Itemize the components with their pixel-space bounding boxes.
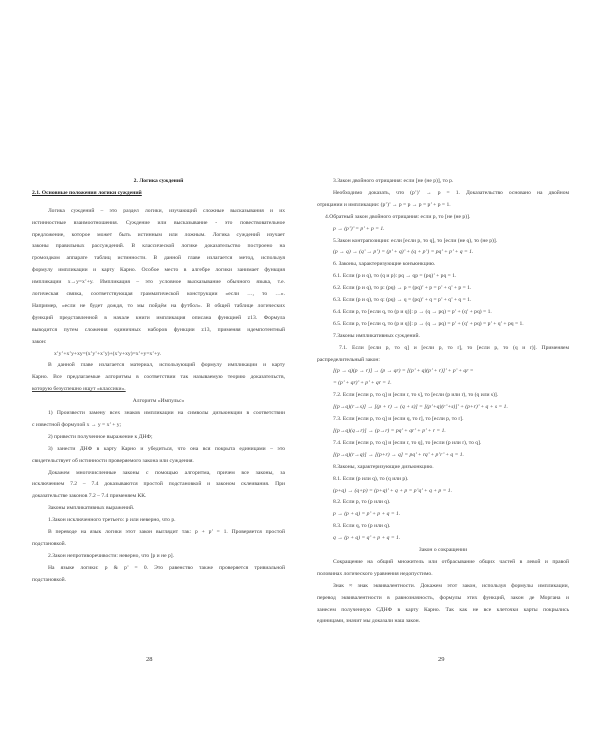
right-text-line: = (p’ + qr)’ + p’ + qr = 1. (333, 380, 392, 387)
right-text-line: Знак ≈ знак эквивалентности. Докажем этот закон, используя формулы импликации, (333, 582, 569, 589)
left-text-line: подстановкой. (32, 576, 67, 583)
right-text-line: 4.Обратный закон двойного отрицания: если p, то [не (не p)]. (325, 213, 471, 220)
left-text-line: Докажем многочисленные законы с помощью алгоритма, причем все законы, за (48, 469, 285, 476)
right-text-line: перевод эквивалентности в равнозначность, формулы этих функций, закон де Моргана и (317, 594, 569, 601)
page-number-right: 29 (438, 656, 445, 663)
right-text-line: 7.3. Если [если p, то q] и [если q, то r], то [если p, то r]. (333, 416, 464, 423)
right-text-line: 5.Закон контрапозиции: если [если p, то q], то [если (не q), то (не p)]. (333, 237, 498, 244)
left-text-line: логическая связка, соответствующая грамматической конструкции «если …, то …». (32, 291, 285, 298)
left-text-line: Логика суждений – это раздел логики, изучающий сложные высказывания и их (48, 207, 285, 214)
left-text-line: 2.Закон непротиворечивости: неверно, что [p и не p]. (48, 552, 175, 559)
right-text-line: [(p→q)(q→r)] → (p→r) = pq’ + qr’ + p’ + r = 1. (333, 428, 446, 434)
right-text-line: [(p→q)(r→s)] → [(p + r) → (q + s)] = [(p’+q)(r’+s)]’ + (p+r)’ + q + s = 1. (333, 404, 508, 411)
left-text-line: свидетельствует об истинности проверяемого закона или суждения. (32, 457, 194, 464)
right-text-line: 6.5. Если p, то [если q, то (p и q)]: p → (q → pq) = p’ + (q’ + pq) = p’ + q’ + pq = 1. (333, 320, 524, 327)
left-text-line: исключением 7.2 – 7.4 доказываются простой подстановкой и законом склеивания. При (32, 481, 285, 488)
right-text-line: 6.3. Если (p и q), то q: (pq) → q = (pq)’ + q = p’ + q’ + q = 1. (333, 297, 472, 304)
right-text-line: распределительный закон: (317, 356, 380, 363)
right-text-line: p → (p + q) = p’ + p + q = 1. (333, 511, 401, 518)
left-text-line: громоздком аппарате таблиц истинности. В данной главе излагается метод, используя (32, 255, 285, 262)
right-text-line: 6.1. Если (p и q), то (q и p): pq → qp = (pq)’ + pq = 1. (333, 273, 457, 280)
right-text-line: Закон о сокращении (418, 547, 468, 554)
left-text-line: Алгоритм «Импульс» (132, 398, 185, 405)
left-text-line: выводится путем сложения единичных наборов функции z13, применяя идемпотентный (32, 326, 285, 333)
left-text-line: 2. Логика суждений (133, 178, 184, 184)
left-page-text (32, 176, 285, 587)
right-text-line: [(p → q)(p → r)] → (p → qr) = [(p’ + q)(p’ + r)]’ + p’ + qr = (333, 368, 474, 375)
right-text-line: занесем полученную СДНФ в карту Карно. Так как не все клеточки карты покрылись (317, 606, 569, 613)
right-text-line: Необходимо доказать, что (p’)’ → p = 1. Доказательство основано на двойном (333, 189, 569, 196)
right-text-line: 8.2. Если p, то (p или q). (333, 499, 391, 506)
right-text-line: 8.1. Если (p или q), то (q или p). (333, 475, 409, 482)
left-text-line: 2) привести полученное выражение к ДНФ; (48, 433, 153, 440)
left-text-line: истинностные взаимоотношения. Суждение или высказывание - это повествовательное (32, 219, 285, 226)
left-text-line: В переводе на язык логики этот закон выглядит так: p + p’ = 1. Проверяется простой (48, 529, 285, 536)
left-text-line: В данной главе излагается материал, использующий формулу импликации и карту (48, 362, 285, 369)
left-text-line: 1) Произвести замену всех знаков импликации на символы дизъюнкции в соответствии (48, 410, 285, 417)
left-text-line: которую безуспешно ищут «классики». (32, 386, 126, 393)
right-text-line: [(p→q)(r→q)] → [(p+r) → q] = pq’ + rq’ + p’r’ + q = 1. (333, 451, 464, 458)
left-text-line: Например, «если не будет дождя, то мы пойдём на футбол». В общей таблице логических (32, 302, 285, 309)
right-text-line: половинах логического уравнения недопустимо. (317, 570, 433, 577)
right-text-line: (p+q) → (q+p) = (p+q)’ + q + p = p’q’ + q + p = 1. (333, 487, 452, 494)
right-text-line: отрицании и импликации: (p’)’ → p = p → p = p’ + p = 1. (317, 201, 451, 208)
right-text-line: 8.Законы, характеризующие дизъюнкцию. (333, 463, 434, 470)
right-text-line: 8.3. Если q, то (p или q). (333, 523, 391, 530)
left-text-line: импликации x→y=x’+y. Импликация – это условное высказывание обычного языка, т.е. (32, 279, 285, 286)
left-text-line: На языке логики: p & p’ = 0. Это равенство также проверяется тривиальной (48, 564, 285, 571)
right-text-line: 6. Законы, характеризующие конъюнкцию. (333, 261, 436, 268)
left-text-line: доказательстве законов 7.2 – 7.4 применяем КК. (32, 493, 147, 500)
right-text-line: единицами, значит мы доказали наш закон. (317, 618, 421, 625)
left-text-line: 2.1. Основные положения логики суждений (32, 189, 142, 196)
right-text-line: p → (p’)’ = p’ + p = 1. (333, 225, 385, 232)
left-text-line: 1.Закон исключенного третьего: p или неверно, что p. (48, 517, 176, 524)
right-text-line: 7.4. Если [если p, то q] и [если r, то q], то [если (p или r), то q]. (333, 439, 482, 446)
right-text-line: 7.1. Если [если p, то q] и [если p, то r], то [если p, то (q и r)]. Применяем (339, 344, 569, 351)
left-text-line: Карно. Все предлагаемые алгоритмы в соответствии так называемую теорию доказательств, (32, 374, 285, 381)
right-text-line: 6.2. Если (p и q), то p: (pq) → p = (pq)’ + p = p’ + q’ + p = 1. (333, 285, 472, 292)
left-text-line: формулу импликации и карту Карно. Особое место в алгебре логики занимает функция (32, 267, 285, 274)
left-text-line: законы правильных рассуждений. В классической логике доказательство построено на (32, 243, 285, 250)
right-text-line: 7.Законы импликативных суждений. (333, 332, 420, 339)
right-text-line: q → (p + q) = q’ + p + q = 1. (333, 535, 401, 542)
right-text-line: 3.Закон двойного отрицания: если [не (не p)], то p. (333, 178, 454, 184)
left-text-line: функций представленной в начале книги импликация описана функцией z13. Формула (32, 314, 285, 321)
right-page (300, 0, 600, 750)
page-number-left: 28 (146, 656, 153, 663)
left-text-line: с известной формулой x → y = x’ + y; (32, 421, 122, 428)
left-text-line: подстановкой. (32, 540, 67, 547)
left-text-line: Законы импликативных выражений. (48, 505, 135, 512)
left-text-line: предложение, которое может быть истинным или ложным. Логика суждений изучает (32, 231, 285, 238)
right-text-line: (p → q) → (q’ → p’) = (p’ + q)’ + (q + p’) = pq’ + p’ + q = 1. (333, 249, 474, 256)
left-text-line: закон: (32, 338, 47, 345)
right-page-text (317, 176, 569, 628)
right-text-line: Сокращение на общий множитель или отбрасывание общих частей в левой и правой (333, 558, 569, 565)
left-text-line: x’y’+x’y+xy=(x’y’+x’y)+(x’y+xy)=x’+y=x’+y. (54, 350, 162, 357)
right-text-line: 6.4. Если p, то [если q, то (p и q)]: p → (q → pq) = p’ + (q’ + pq) = 1. (333, 308, 492, 315)
right-text-line: 7.2. Если [если p, то q] и [если r, то s], то [если (p или r), то (q или s)]. (333, 392, 499, 399)
left-text-line: 3) занести ДНФ в карту Карно и убедиться, что она вся покрыта единицами – это (48, 445, 285, 452)
